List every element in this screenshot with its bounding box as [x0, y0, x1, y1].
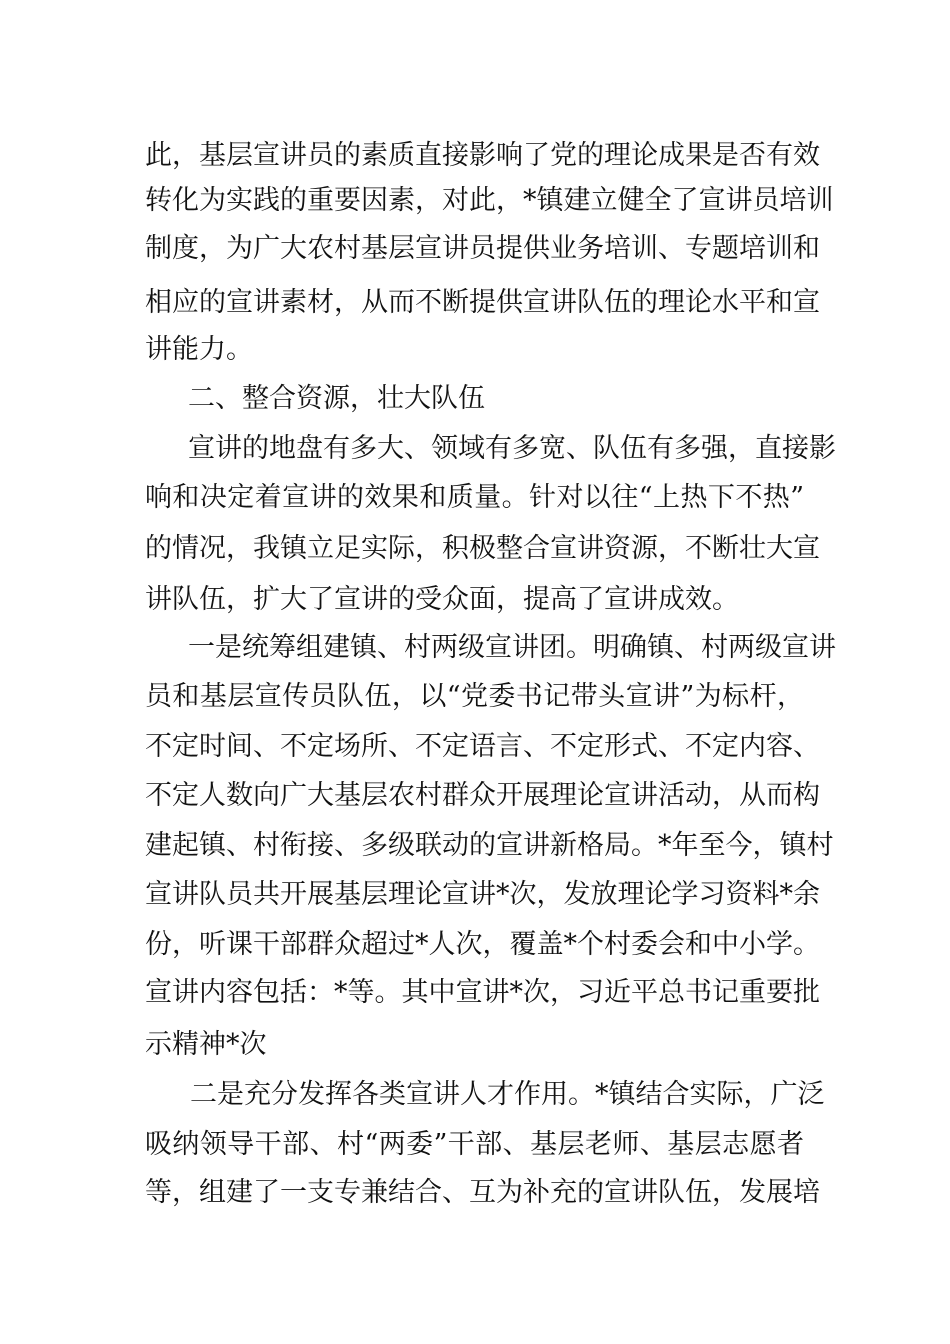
paragraph-line: 响和决定着宣讲的效果和质量。针对以往“上热下不热” — [145, 482, 804, 513]
paragraph-line: 吸纳领导干部、村“两委”干部、基层老师、基层志愿者 — [145, 1129, 804, 1160]
paragraph-line: 此，基层宣讲员的素质直接影响了党的理论成果是否有效 — [145, 140, 820, 171]
paragraph-line: 制度，为广大农村基层宣讲员提供业务培训、专题培训和 — [145, 233, 820, 264]
paragraph-line: 转化为实践的重要因素，对此，*镇建立健全了宣讲员培训 — [145, 185, 834, 216]
paragraph-line: 二是充分发挥各类宣讲人才作用。*镇结合实际，广泛 — [190, 1079, 825, 1110]
paragraph-line: 不定时间、不定场所、不定语言、不定形式、不定内容、 — [145, 731, 820, 762]
paragraph-line: 员和基层宣传员队伍，以“党委书记带头宣讲”为标杆， — [145, 681, 804, 712]
paragraph-line: 份，听课干部群众超过*人次，覆盖*个村委会和中小学。 — [145, 929, 820, 960]
paragraph-line: 示精神*次 — [145, 1029, 267, 1060]
paragraph-line: 建起镇、村衔接、多级联动的宣讲新格局。*年至今，镇村 — [145, 830, 834, 861]
paragraph-line: 的情况，我镇立足实际，积极整合宣讲资源，不断壮大宣 — [145, 533, 820, 564]
paragraph-line: 宣讲队员共开展基层理论宣讲*次，发放理论学习资料*余 — [145, 879, 820, 910]
paragraph-line: 相应的宣讲素材，从而不断提供宣讲队伍的理论水平和宣 — [145, 287, 820, 318]
paragraph-line: 不定人数向广大基层农村群众开展理论宣讲活动，从而构 — [145, 780, 820, 811]
paragraph-line: 讲能力。 — [145, 334, 253, 365]
paragraph-line: 宣讲内容包括：*等。其中宣讲*次，习近平总书记重要批 — [145, 977, 820, 1008]
paragraph-line: 等，组建了一支专兼结合、互为补充的宣讲队伍，发展培 — [145, 1177, 820, 1208]
section-heading: 二、整合资源，壮大队伍 — [188, 383, 485, 414]
paragraph-line: 讲队伍，扩大了宣讲的受众面，提高了宣讲成效。 — [145, 584, 739, 615]
paragraph-line: 一是统筹组建镇、村两级宣讲团。明确镇、村两级宣讲 — [188, 632, 836, 663]
paragraph-line: 宣讲的地盘有多大、领域有多宽、队伍有多强，直接影 — [188, 433, 836, 464]
